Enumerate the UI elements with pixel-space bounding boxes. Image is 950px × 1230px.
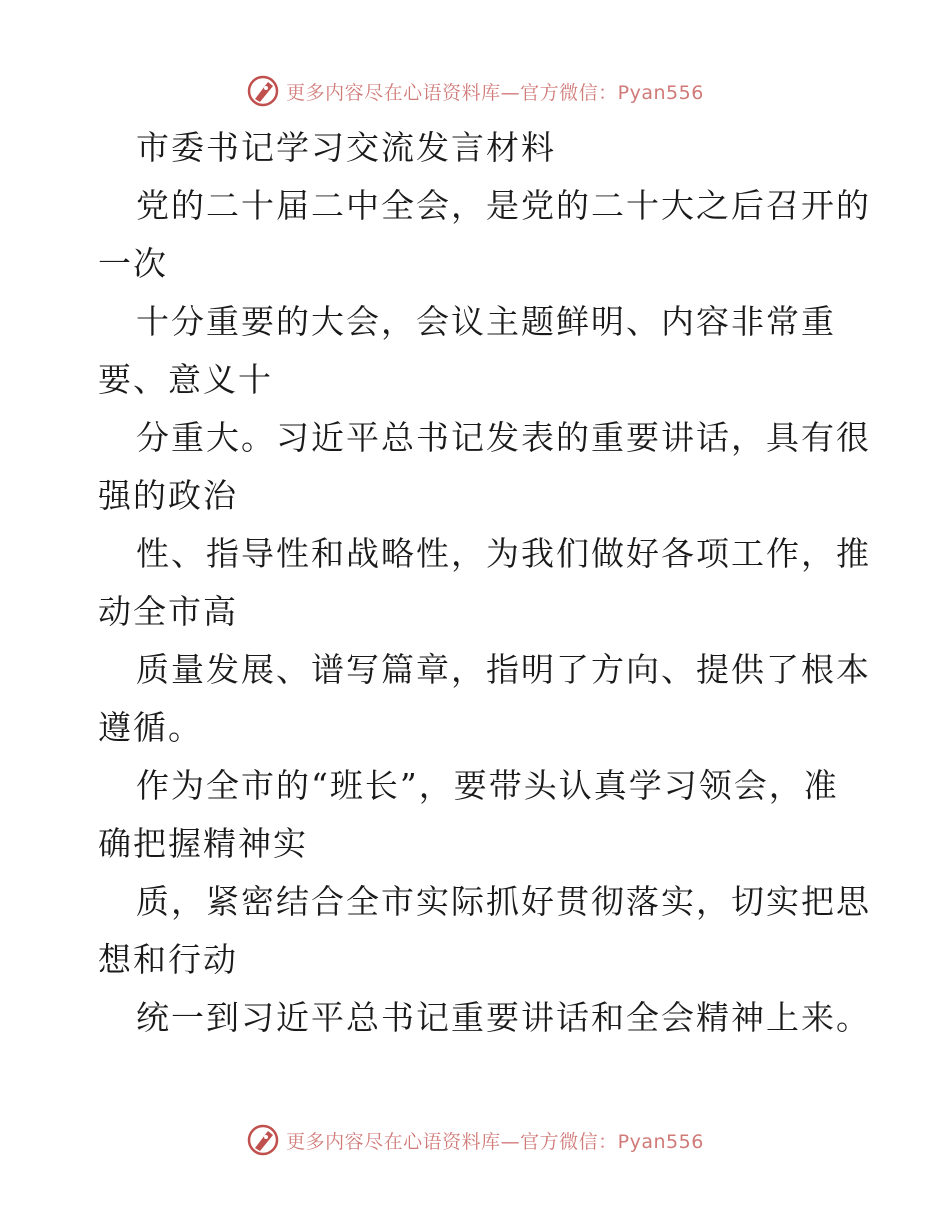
pen-nib-logo-icon	[246, 74, 280, 108]
header-watermark	[0, 71, 950, 111]
text-line: 质，紧密结合全市实际抓好贯彻落实，切实把思	[136, 882, 871, 921]
text-line: 确把握精神实	[98, 824, 308, 863]
watermark-text: 更多内容尽在心语资料库—官方微信：Pyan556	[286, 1130, 704, 1153]
text-line: 要、意义十	[98, 360, 273, 399]
footer-watermark	[0, 1120, 950, 1160]
text-line: 想和行动	[98, 940, 238, 979]
text-line: 强的政治	[98, 476, 238, 515]
text-line: 统一到习近平总书记重要讲话和全会精神上来。	[136, 998, 871, 1037]
pen-nib-logo-icon	[246, 1123, 280, 1157]
text-line: 质量发展、谱写篇章，指明了方向、提供了根本	[136, 650, 871, 689]
text-line: 动全市高	[98, 592, 238, 631]
text-line: 作为全市的“班长”，要带头认真学习领会，准	[136, 766, 839, 805]
watermark-text: 更多内容尽在心语资料库—官方微信：Pyan556	[286, 81, 704, 104]
text-line: 分重大。习近平总书记发表的重要讲话，具有很	[136, 418, 871, 457]
text-line: 一次	[98, 244, 168, 283]
text-line: 遵循。	[98, 708, 203, 747]
text-line: 性、指导性和战略性，为我们做好各项工作，推	[136, 534, 871, 573]
text-line: 党的二十届二中全会，是党的二十大之后召开的	[136, 186, 871, 225]
text-line: 十分重要的大会，会议主题鲜明、内容非常重	[136, 302, 836, 341]
document-title: 市委书记学习交流发言材料	[136, 128, 556, 167]
